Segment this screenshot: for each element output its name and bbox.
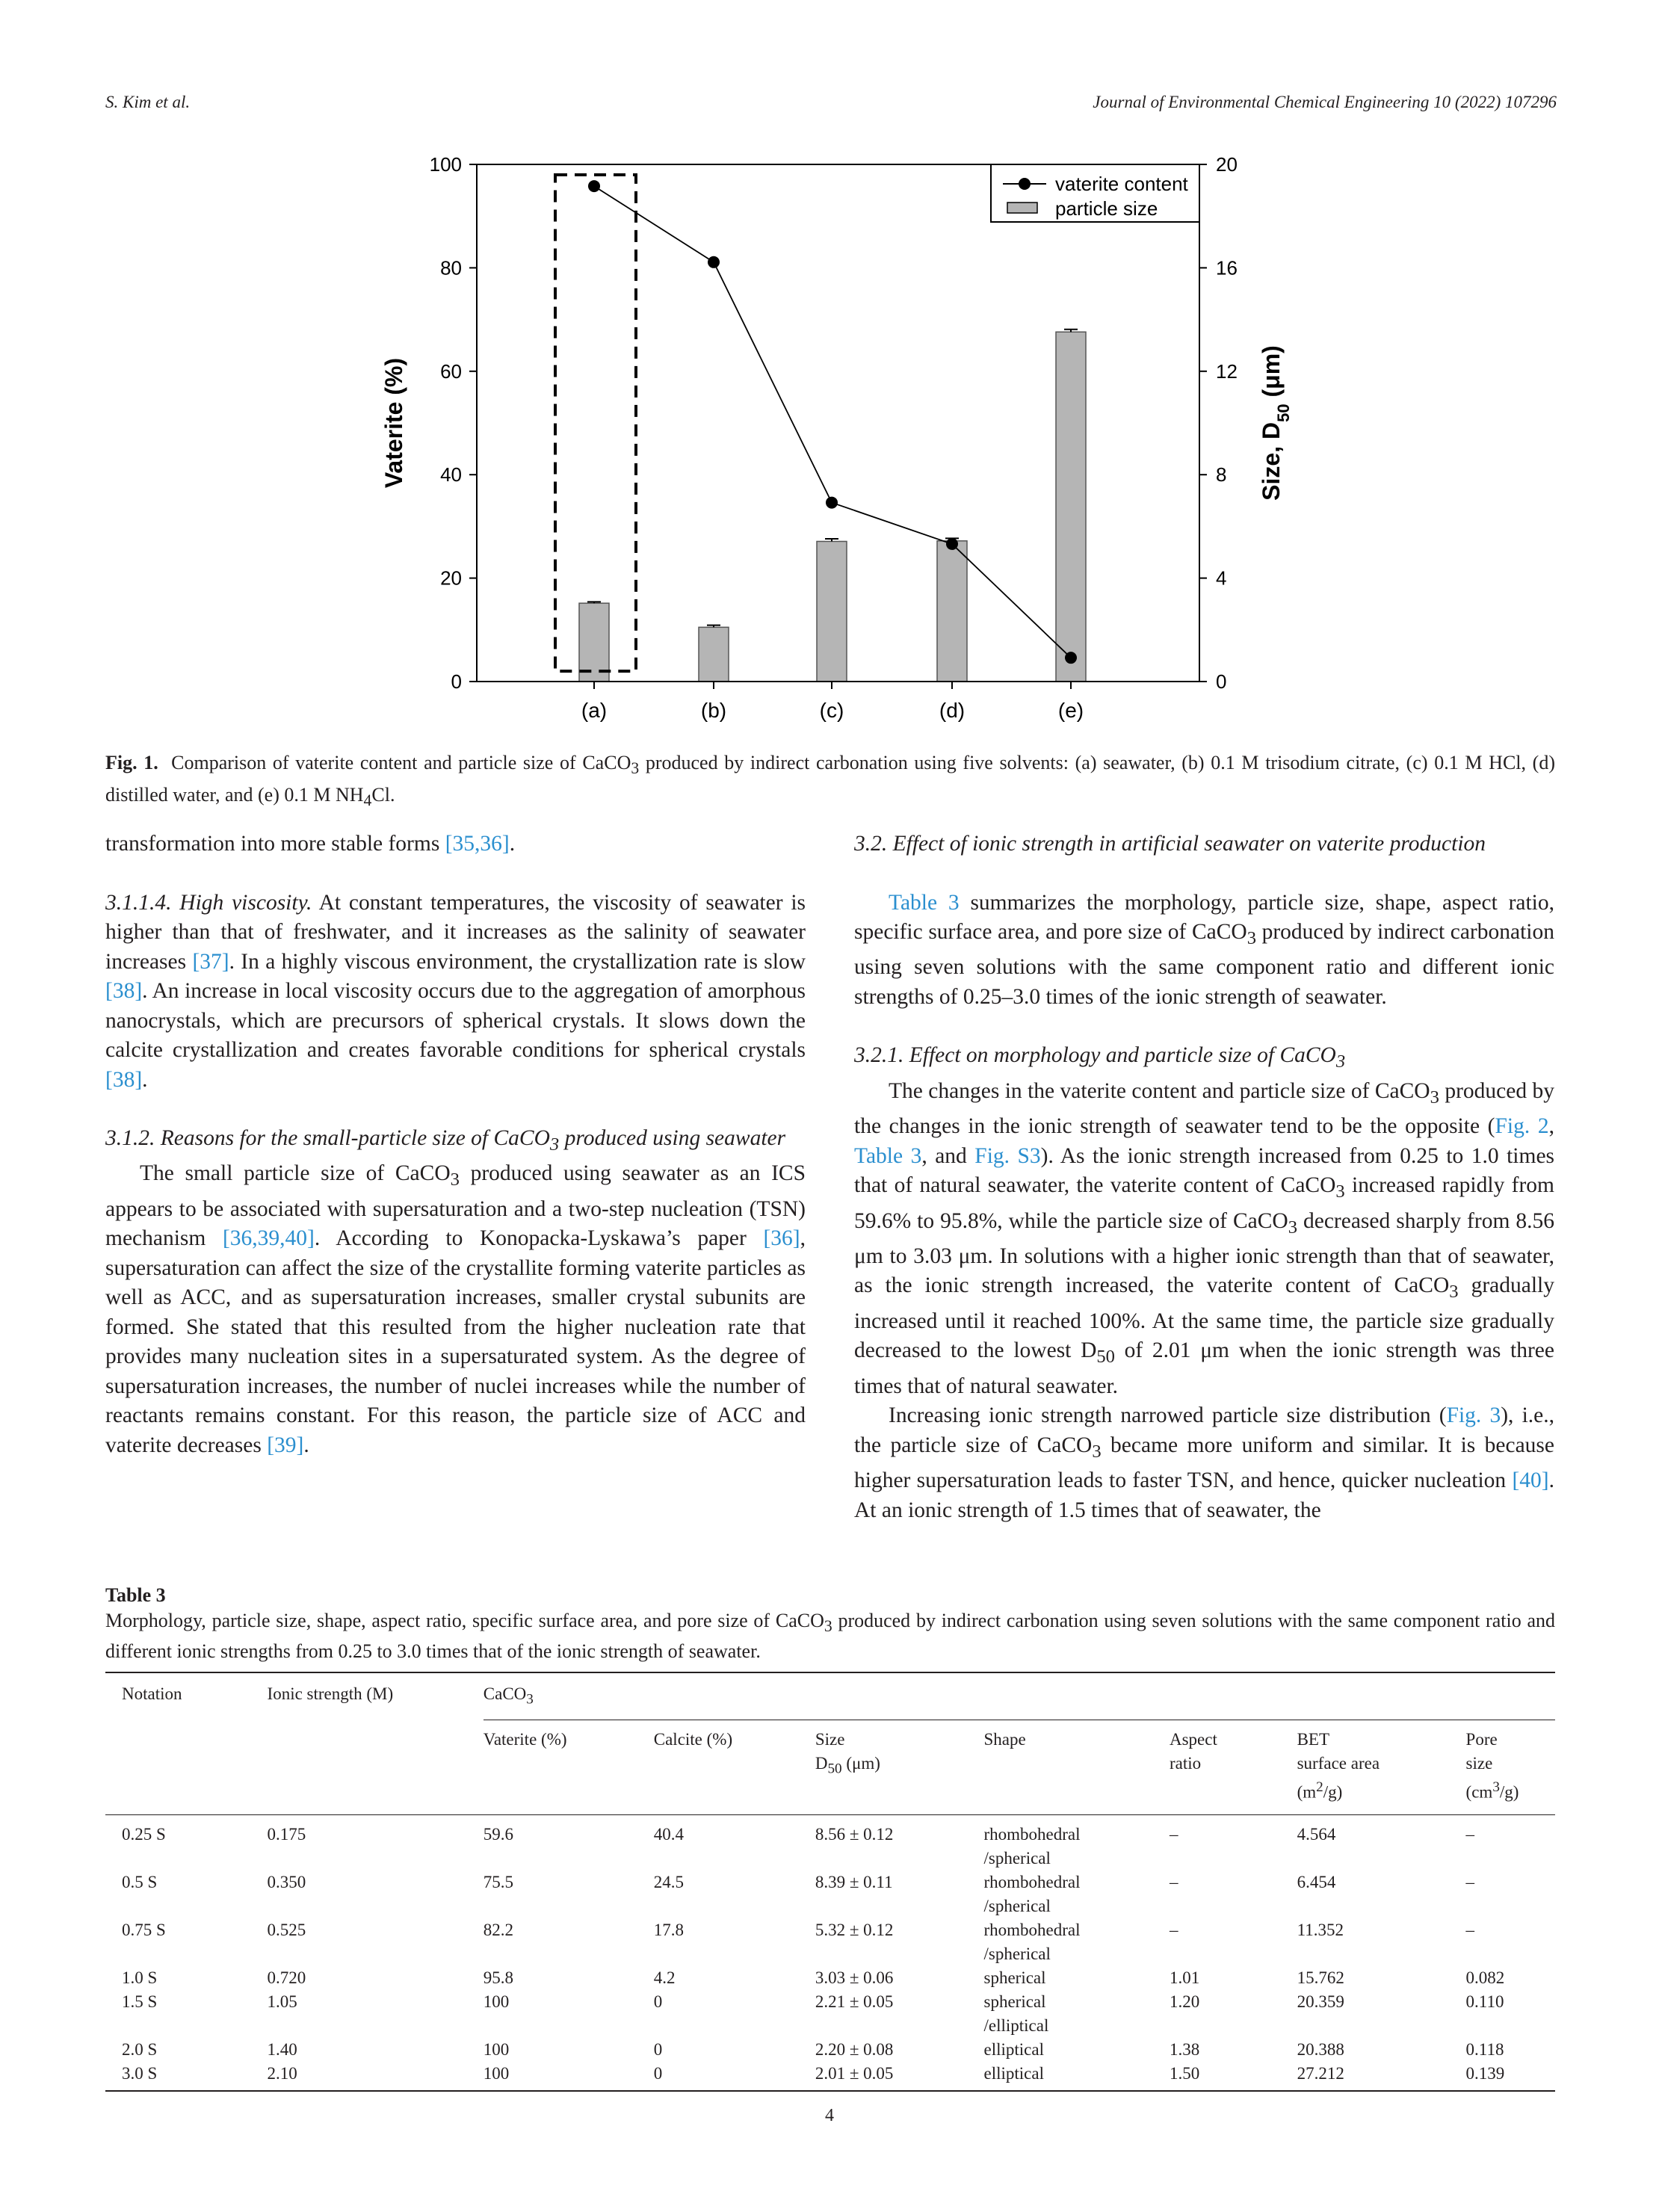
y-tick-label: 40 [440,463,462,486]
table-row [105,1966,1555,1990]
x-tick-label: (a) [581,699,608,722]
cell-notation: 2.0 S [122,2040,158,2060]
cell-bet: 6.454 [1297,1873,1336,1892]
th-calcite: Calcite (%) [653,1729,733,1749]
y-right-axis-label: Size, $D_{50}$ (μm) [1258,345,1293,501]
point-vaterite-content [826,497,838,509]
cell-vaterite: 95.8 [483,1968,514,1988]
cell-calcite: 40.4 [653,1825,684,1844]
figure-caption-label: Fig. 1. [105,752,158,773]
y-tick-label: 60 [440,359,462,383]
figure-1-chart [0,142,1659,740]
cell-aspect-ratio: 1.20 [1169,1992,1200,2012]
cell-shape: rhombohedral /spherical [983,1921,1081,1964]
y-right-tick-label: 0 [1216,670,1227,693]
x-tick-label: (d) [939,699,966,722]
cell-ionic-strength: 1.05 [267,1992,297,2012]
cell-calcite: 0 [653,1992,663,2012]
right-paragraph-1: Table 3 summarizes the morphology, particle size, shape, aspect ratio, specific surface area, and pore size of CaCO$_3$ produced by indirect carbonation using seven solutions with the same component ratio and different ionic strengths of 0.25–3.0 times of the ionic strength of seawater. [854,890,1554,1009]
cell-notation: 0.5 S [122,1873,158,1892]
th-notation: Notation [122,1684,182,1704]
section-heading-3-1-2: 3.1.2. Reasons for the small-particle size of CaCO$_3$ produced using seawater [105,1126,786,1155]
th-ionic-strength: Ionic strength (M) [267,1684,394,1704]
cell-bet: 20.388 [1297,2040,1344,2060]
running-header-journal: Journal of Environmental Chemical Engineering 10 (2022) 107296 [1093,93,1557,111]
th-caco3-group: CaCO$_3$ [484,1672,1555,1720]
cell-vaterite: 59.6 [483,1825,514,1844]
y-right-tick-label: 12 [1216,359,1238,383]
y-axis-label: Vaterite (%) [380,357,407,489]
y-right-tick-label: 8 [1216,463,1227,486]
cell-bet: 27.212 [1297,2064,1344,2083]
highlight-box-a [555,175,636,671]
cell-aspect-ratio: 1.50 [1169,2064,1200,2083]
cell-aspect-ratio: – [1169,1825,1178,1844]
th-shape: Shape [983,1729,1026,1749]
cell-bet: 11.352 [1297,1921,1344,1940]
y-right-tick-label: 16 [1216,256,1238,279]
cell-aspect-ratio: 1.01 [1169,1968,1200,1988]
cell-aspect-ratio: – [1169,1921,1178,1940]
table-row [105,1918,1555,1966]
cell-size: 2.01 ± 0.05 [815,2064,894,2083]
table-body [105,1815,1555,2092]
cell-pore-size: 0.110 [1465,1992,1504,2012]
y-tick-label: 0 [451,670,462,693]
cell-pore-size: 0.082 [1465,1968,1505,1988]
y-tick-label: 100 [429,153,462,176]
cell-ionic-strength: 0.525 [267,1921,306,1940]
left-paragraph-3: The small particle size of CaCO$_3$ produced using seawater as an ICS appears to be associated with supersaturation and a two-step nucleation (TSN) mechanism [36,39,40]. According to Konopacka-Lyskawa’s paper [36], supersaturation can affect the size of the crystallite forming vaterite particles as well as ACC, and as supersaturation increases, smaller crystal subunits are formed. She stated that this resulted from the higher nucleation rate that provides many nucleation sites in a supersaturated system. As the degree of supersaturation increases, the number of nuclei increases while the number of reactants remains constant. For this reason, the particle size of ACC and vaterite decreases [39]. [105,1161,806,1457]
cell-aspect-ratio: 1.38 [1169,2040,1200,2060]
th-bet-surface-area: BET surface area $(m^2/g)$ [1297,1729,1380,1802]
cell-shape: elliptical [983,2064,1044,2083]
cell-calcite: 0 [653,2064,663,2083]
table-row [105,2062,1555,2091]
cell-size: 8.39 ± 0.11 [815,1873,893,1892]
cell-pore-size: – [1465,1825,1475,1844]
th-pore-size: Pore size $(cm^3/g)$ [1465,1729,1519,1802]
cell-vaterite: 100 [483,2064,510,2083]
section-heading-3-2: 3.2. Effect of ionic strength in artificial seawater on vaterite production [854,832,1486,856]
legend-bar-swatch [1007,203,1037,213]
running-header-authors: S. Kim et al. [105,93,191,111]
cell-size: 5.32 ± 0.12 [815,1921,894,1940]
cell-size: 2.20 ± 0.08 [815,2040,894,2060]
cell-ionic-strength: 0.175 [267,1825,306,1844]
cell-aspect-ratio: – [1169,1873,1178,1892]
cell-calcite: 4.2 [653,1968,676,1988]
cell-shape: spherical /elliptical [983,1992,1049,2036]
cell-notation: 0.75 S [122,1921,166,1940]
cell-ionic-strength: 0.720 [267,1968,306,1988]
cell-size: 8.56 ± 0.12 [815,1825,894,1844]
table-3-block [105,1583,1555,2092]
legend-point-swatch [1019,178,1031,190]
cell-notation: 0.25 S [122,1825,166,1844]
cell-pore-size: – [1465,1921,1475,1940]
cell-calcite: 17.8 [653,1921,684,1940]
cell-pore-size: – [1465,1873,1475,1892]
x-tick-label: (c) [819,699,844,722]
table-label: Table 3 [105,1584,166,1606]
th-vaterite: Vaterite (%) [483,1729,567,1749]
cell-bet: 20.359 [1297,1992,1344,2012]
right-paragraph-2: The changes in the vaterite content and particle size of CaCO$_3$ produced by the changes in the ionic strength of seawater tend to be the opposite (Fig. 2, Table 3, and Fig. S3). As the ionic strength increased from 0.25 to 1.0 times that of natural seawater, the vaterite content of CaCO$_3$ increased rapidly from 59.6% to 95.8%, while the particle size of CaCO$_3$ decreased sharply from 8.56 μm to 3.03 μm. In solutions with a higher ionic strength than that of seawater, as the ionic strength increased, the vaterite content of CaCO$_3$ gradually increased until it reached 100%. At the same time, the particle size gradually decreased to the lowest $D_{50}$ of 2.01 μm when the ionic strength was three times that of natural seawater. [854,1078,1555,1398]
point-vaterite-content [1065,652,1077,664]
cell-ionic-strength: 0.350 [267,1873,306,1892]
figure-caption-text: Comparison of vaterite content and particle size of CaCO$_3$ produced by indirect carbonation using five solvents: (a) seawater, (b) 0.1 M trisodium citrate, (c) 0.1 M HCl, (d) distilled water, and (e) 0.1 M $NH_4Cl$. [105,752,1556,810]
point-vaterite-content [946,538,958,550]
table-row [105,1870,1555,1918]
point-vaterite-content [708,256,720,268]
table-row [105,1815,1555,1871]
cell-shape: elliptical [983,2040,1044,2060]
cell-pore-size: 0.118 [1465,2040,1504,2060]
cell-pore-size: 0.139 [1465,2064,1505,2083]
cell-ionic-strength: 1.40 [267,2040,297,2060]
page-number: 4 [825,2106,834,2125]
cell-notation: 1.0 S [122,1968,158,1988]
x-tick-label: (e) [1057,699,1084,722]
cell-size: 3.03 ± 0.06 [815,1968,894,1988]
cell-shape: rhombohedral /spherical [983,1873,1081,1916]
cell-shape: rhombohedral /spherical [983,1825,1081,1868]
cell-vaterite: 100 [483,2040,510,2060]
bar-particle-size [1056,332,1086,682]
cell-calcite: 24.5 [653,1873,684,1892]
bar-particle-size [817,541,847,682]
table-row [105,2038,1555,2062]
table-3 [105,1672,1555,2092]
left-paragraph-2: 3.1.1.4. High viscosity. At constant temperatures, the viscosity of seawater is higher than that of freshwater, and it increases as the salinity of seawater increases [37]. In a highly viscous environment, the crystallization rate is slow [38]. An increase in local viscosity occurs due to the aggregation of amorphous nanocrystals, which are precursors of spherical crystals. It slows down the calcite crystallization and creates favorable conditions for spherical crystals [38]. [105,890,806,1092]
y-right-tick-label: 20 [1216,153,1238,176]
left-column [105,830,806,1460]
y-right-tick-label: 4 [1216,566,1227,590]
left-paragraph-1: transformation into more stable forms [35,36]. [105,832,516,856]
cell-ionic-strength: 2.10 [267,2064,297,2083]
cell-bet: 15.762 [1297,1968,1344,1988]
legend-label-vaterite: vaterite content [1055,173,1188,195]
bar-particle-size [937,541,967,682]
x-tick-label: (b) [700,699,727,722]
cell-vaterite: 82.2 [483,1921,514,1940]
cell-bet: 4.564 [1297,1825,1336,1844]
bar-particle-size [699,627,729,682]
cell-shape: spherical [983,1968,1046,1988]
section-heading-3-2-1: 3.2.1. Effect on morphology and particle size of CaCO$_3$ [854,1043,1346,1072]
table-row [105,1990,1555,2038]
cell-notation: 1.5 S [122,1992,158,2012]
cell-calcite: 0 [653,2040,663,2060]
th-size: Size $D_{50}$ (μm) [815,1729,880,1777]
y-tick-label: 80 [440,256,462,279]
table-caption: Morphology, particle size, shape, aspect ratio, specific surface area, and pore size of CaCO$_3$ produced by indirect carbonation using seven solutions with the same component ratio and different ionic strengths from 0.25 to 3.0 times that of the ionic strength of seawater. [105,1610,1555,1663]
right-paragraph-3: Increasing ionic strength narrowed particle size distribution (Fig. 3), i.e., the particle size of CaCO$_3$ became more uniform and similar. It is because higher supersaturation leads to faster TSN, and hence, quicker nucleation [40]. At an ionic strength of 1.5 times that of seawater, the [854,1403,1555,1522]
cell-vaterite: 100 [483,1992,510,2012]
figure-caption [105,750,1555,814]
y-tick-label: 20 [440,566,462,590]
point-vaterite-content [588,180,600,192]
cell-vaterite: 75.5 [483,1873,514,1892]
th-aspect-ratio: Aspect ratio [1169,1729,1217,1773]
cell-size: 2.21 ± 0.05 [815,1992,894,2012]
legend-label-particle-size: particle size [1055,197,1158,220]
cell-notation: 3.0 S [122,2064,158,2083]
right-column [854,830,1554,1525]
